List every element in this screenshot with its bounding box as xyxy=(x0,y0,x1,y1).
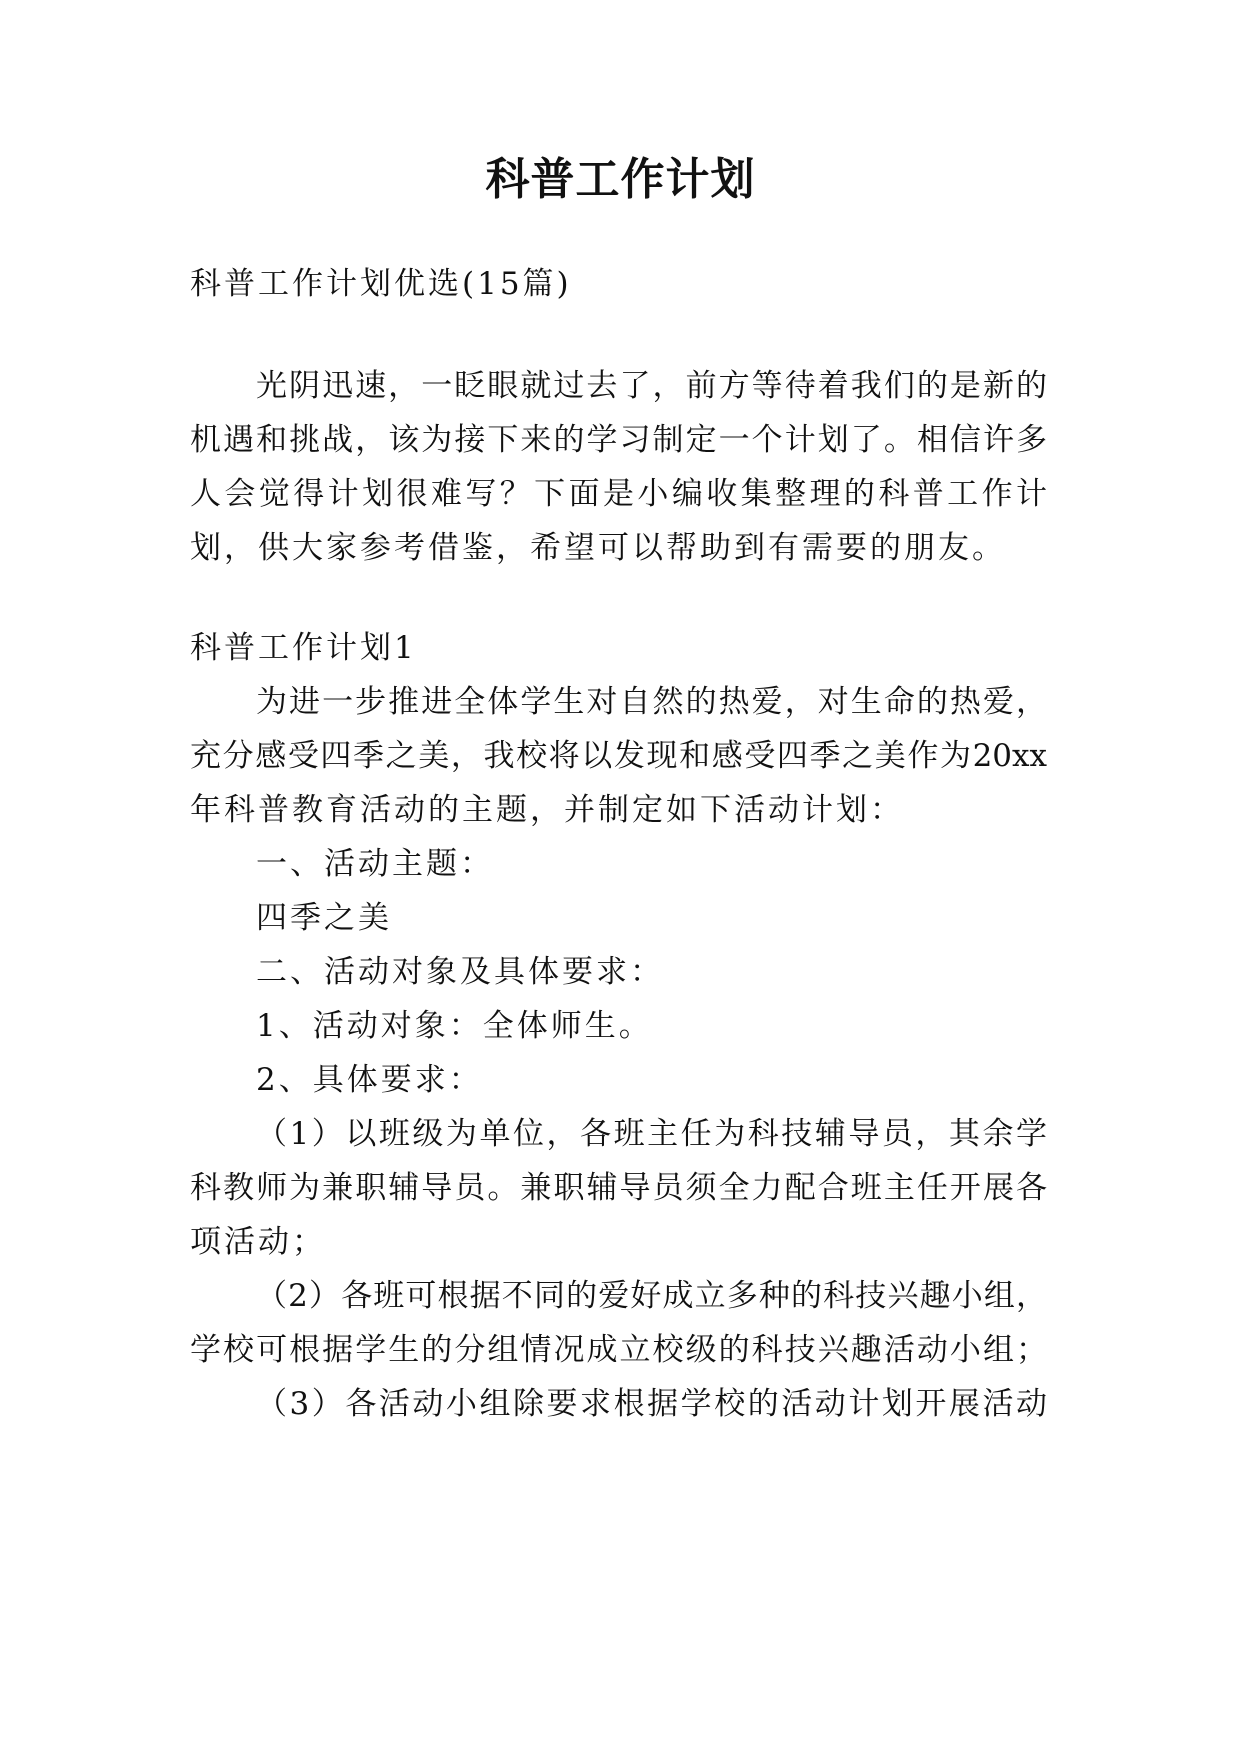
body-line: 项活动； xyxy=(190,1224,326,1260)
body-line: 二、活动对象及具体要求： xyxy=(256,954,664,990)
intro-line: 机遇和挑战，该为接下来的学习制定一个计划了。相信许多 xyxy=(190,422,1047,458)
intro-line: 划，供大家参考借鉴，希望可以帮助到有需要的朋友。 xyxy=(190,530,1006,566)
intro-line: 人会觉得计划很难写？下面是小编收集整理的科普工作计 xyxy=(190,476,1047,512)
body-line: 学校可根据学生的分组情况成立校级的科技兴趣活动小组； xyxy=(190,1332,1047,1368)
body-line: 四季之美 xyxy=(256,900,392,936)
body-line: 科教师为兼职辅导员。兼职辅导员须全力配合班主任开展各 xyxy=(190,1170,1047,1206)
document-title: 科普工作计划 xyxy=(485,154,756,205)
section-heading: 科普工作计划1 xyxy=(190,630,417,666)
body-line: （1）以班级为单位，各班主任为科技辅导员，其余学 xyxy=(256,1116,1047,1152)
document-subtitle: 科普工作计划优选(15篇) xyxy=(190,266,572,302)
body-line: 为进一步推进全体学生对自然的热爱，对生命的热爱， xyxy=(256,684,1047,720)
body-line: （3）各活动小组除要求根据学校的活动计划开展活动 xyxy=(256,1386,1047,1422)
body-line: 一、活动主题： xyxy=(256,846,494,882)
body-line: 充分感受四季之美，我校将以发现和感受四季之美作为20xx xyxy=(190,738,1047,774)
intro-line: 光阴迅速，一眨眼就过去了，前方等待着我们的是新的 xyxy=(256,368,1047,404)
body-line: （2）各班可根据不同的爱好成立多种的科技兴趣小组， xyxy=(256,1278,1047,1314)
body-line: 2、具体要求： xyxy=(256,1062,483,1098)
body-line: 1、活动对象：全体师生。 xyxy=(256,1008,653,1044)
body-line: 年科普教育活动的主题，并制定如下活动计划： xyxy=(190,792,904,828)
